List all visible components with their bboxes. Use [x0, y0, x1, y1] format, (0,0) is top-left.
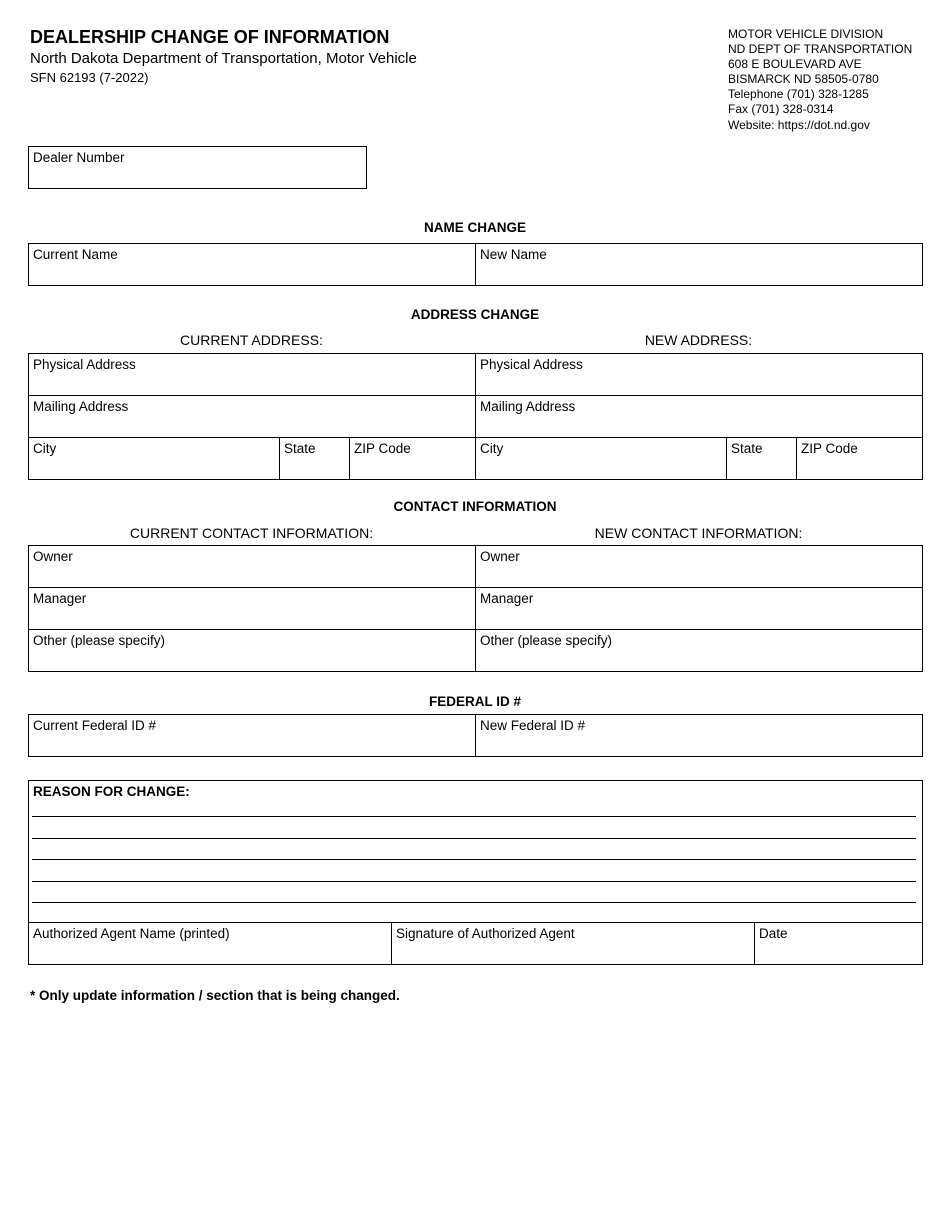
current-other-contact-label: Other (please specify) — [33, 633, 166, 648]
federal-id-heading: FEDERAL ID # — [428, 694, 521, 709]
current-state-label: State — [284, 441, 316, 456]
new-state-label: State — [731, 441, 763, 456]
new-mailing-address-label: Mailing Address — [480, 399, 576, 414]
new-physical-address-field[interactable] — [476, 354, 922, 395]
reason-line[interactable] — [32, 881, 916, 882]
new-physical-address-label: Physical Address — [480, 357, 583, 372]
agency-address-block — [728, 27, 912, 133]
current-address-heading: CURRENT ADDRESS: — [180, 332, 323, 348]
new-state-field[interactable] — [727, 438, 796, 479]
current-federal-id-label: Current Federal ID # — [33, 718, 157, 733]
reason-line[interactable] — [32, 902, 916, 903]
current-owner-field[interactable] — [29, 546, 475, 587]
new-other-contact-label: Other (please specify) — [480, 633, 613, 648]
name-change-table — [28, 243, 923, 286]
current-name-field[interactable] — [29, 244, 475, 285]
current-other-contact-field[interactable] — [29, 630, 475, 671]
date-label: Date — [759, 926, 788, 941]
current-physical-address-field[interactable] — [29, 354, 475, 395]
federal-id-table — [28, 714, 923, 757]
form-title: DEALERSHIP CHANGE OF INFORMATION — [30, 27, 390, 47]
new-contact-heading: NEW CONTACT INFORMATION: — [594, 525, 803, 541]
current-federal-id-field[interactable] — [29, 715, 475, 756]
agency-line: BISMARCK ND 58505-0780 — [728, 72, 879, 87]
agent-name-field[interactable] — [29, 923, 391, 964]
contact-info-heading: CONTACT INFORMATION — [393, 499, 557, 514]
current-manager-label: Manager — [33, 591, 87, 606]
footer-note: * Only update information / section that is being changed. — [30, 988, 400, 1003]
dealer-number-field[interactable] — [28, 146, 367, 189]
new-name-field[interactable] — [476, 244, 922, 285]
current-state-field[interactable] — [280, 438, 349, 479]
new-address-heading: NEW ADDRESS: — [644, 332, 753, 348]
address-table — [28, 353, 923, 480]
reason-line[interactable] — [32, 859, 916, 860]
new-federal-id-label: New Federal ID # — [480, 718, 586, 733]
current-physical-address-label: Physical Address — [33, 357, 136, 372]
new-name-label: New Name — [480, 247, 547, 262]
dealer-number-label: Dealer Number — [33, 150, 125, 165]
agency-line: ND DEPT OF TRANSPORTATION — [728, 42, 913, 57]
current-contact-heading: CURRENT CONTACT INFORMATION: — [129, 525, 374, 541]
agency-line: Telephone (701) 328-1285 — [728, 87, 869, 102]
new-city-label: City — [480, 441, 504, 456]
name-change-heading: NAME CHANGE — [423, 220, 526, 235]
current-zip-field[interactable] — [350, 438, 475, 479]
new-zip-field[interactable] — [797, 438, 922, 479]
new-manager-field[interactable] — [476, 588, 922, 629]
current-manager-field[interactable] — [29, 588, 475, 629]
reason-line[interactable] — [32, 816, 916, 817]
agency-line: 608 E BOULEVARD AVE — [728, 57, 862, 72]
date-field[interactable] — [755, 923, 922, 964]
current-mailing-address-label: Mailing Address — [33, 399, 129, 414]
agency-line: MOTOR VEHICLE DIVISION — [728, 27, 884, 41]
new-mailing-address-field[interactable] — [476, 396, 922, 437]
new-city-field[interactable] — [476, 438, 726, 479]
new-owner-field[interactable] — [476, 546, 922, 587]
agent-signature-field[interactable] — [392, 923, 754, 964]
current-city-field[interactable] — [29, 438, 279, 479]
form-number: SFN 62193 (7-2022) — [30, 70, 149, 85]
current-owner-label: Owner — [33, 549, 73, 564]
reason-line[interactable] — [32, 838, 916, 839]
address-change-heading: ADDRESS CHANGE — [410, 307, 540, 322]
form-subtitle: North Dakota Department of Transportation, Motor Vehicle — [30, 50, 417, 67]
new-manager-label: Manager — [480, 591, 534, 606]
agency-line: Website: https://dot.nd.gov — [728, 117, 870, 132]
agent-name-label: Authorized Agent Name (printed) — [33, 926, 230, 941]
reason-for-change-label: REASON FOR CHANGE: — [33, 784, 190, 799]
new-zip-label: ZIP Code — [801, 441, 858, 456]
current-zip-label: ZIP Code — [354, 441, 411, 456]
new-owner-label: Owner — [480, 549, 520, 564]
new-federal-id-field[interactable] — [476, 715, 922, 756]
contact-table — [28, 545, 923, 672]
current-mailing-address-field[interactable] — [29, 396, 475, 437]
agency-line: Fax (701) 328-0314 — [728, 102, 834, 117]
current-city-label: City — [33, 441, 57, 456]
agent-signature-label: Signature of Authorized Agent — [396, 926, 575, 941]
current-name-label: Current Name — [33, 247, 118, 262]
reason-signature-table — [28, 780, 923, 965]
new-other-contact-field[interactable] — [476, 630, 922, 671]
